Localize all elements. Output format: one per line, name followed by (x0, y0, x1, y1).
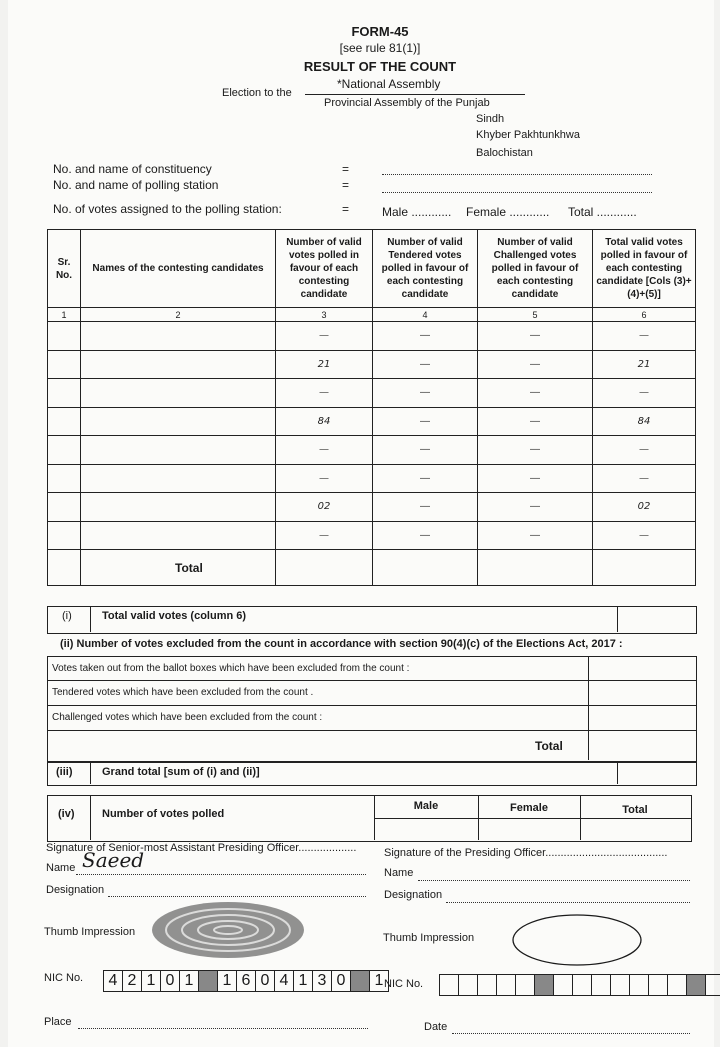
header-col4: Number of valid Tendered votes polled in favour of each contesting candidate (373, 230, 478, 308)
form-number: FORM-45 (351, 24, 409, 39)
right-designation-label: Designation (384, 889, 443, 901)
province-balochistan: Balochistan (476, 147, 533, 159)
table-row: — — — — (48, 379, 696, 408)
left-designation-field[interactable] (108, 896, 366, 897)
eq-2: = (342, 178, 350, 192)
constituency-label: No. and name of constituency (53, 162, 212, 176)
excluded-tendered-label: Tendered votes which have been excluded from the count . (52, 687, 314, 698)
place-label: Place (44, 1016, 72, 1028)
assigned-total[interactable]: Total ............ (568, 205, 637, 219)
right-name-label: Name (384, 867, 414, 879)
thumb-oval-icon (510, 912, 644, 968)
votes-assigned-label: No. of votes assigned to the polling station: (53, 202, 282, 216)
section-iv-label: Number of votes polled (102, 808, 225, 820)
left-name-field[interactable] (76, 874, 366, 875)
eq-3: = (342, 202, 350, 216)
senior-apo-signature-label: Signature of Senior-most Assistant Presiding Officer................... (46, 842, 357, 854)
form-rule: [see rule 81(1)] (339, 41, 421, 55)
colnum-2: 2 (81, 308, 276, 322)
section-ii-label: (ii) Number of votes excluded from the count in accordance with section 90(4)(c) of the Elections Act, 2017 : (60, 638, 623, 650)
date-label: Date (424, 1021, 448, 1033)
left-name-label: Name (46, 862, 76, 874)
right-thumb-label: Thumb Impression (383, 932, 475, 944)
province-kp: Khyber Pakhtunkhwa (476, 129, 580, 141)
assigned-female[interactable]: Female ............ (466, 205, 550, 219)
table-row: 02 — — 02 (48, 493, 696, 522)
polled-male: Male (413, 800, 439, 812)
table-row: — — — — (48, 521, 696, 550)
left-nic-boxes[interactable]: 4 2 1 0 1 1 6 0 4 1 3 0 1 (104, 970, 389, 992)
thumb-impression-icon (146, 898, 311, 963)
right-nic-label: NIC No. (384, 978, 424, 990)
province-sindh: Sindh (476, 113, 505, 125)
header-line (305, 94, 525, 95)
excluded-ballot-label: Votes taken out from the ballot boxes which have been excluded from the count : (52, 663, 410, 674)
date-field[interactable] (452, 1033, 690, 1034)
right-name-field[interactable] (418, 880, 690, 881)
table-row: — — — — (48, 436, 696, 465)
table-row: — — — — (48, 322, 696, 351)
table-row: 84 — — 84 (48, 407, 696, 436)
presiding-officer-signature-label: Signature of the Presiding Officer........................................ (384, 847, 668, 859)
left-designation-label: Designation (46, 884, 105, 896)
right-designation-field[interactable] (446, 902, 690, 903)
total-row (48, 550, 696, 586)
header-col5: Number of valid Challenged votes polled in favour of each contesting candidate (478, 230, 593, 308)
polling-station-field[interactable] (382, 192, 652, 193)
left-nic-label: NIC No. (44, 972, 84, 984)
section-ii-total: Total (535, 739, 563, 753)
section-iv-num: (iv) (58, 808, 75, 820)
table-row: — — — — (48, 464, 696, 493)
section-i-label: Total valid votes (column 6) (102, 610, 247, 622)
header-sr: Sr. No. (48, 230, 81, 308)
assigned-male[interactable]: Male ............ (382, 205, 452, 219)
total-label: Total (81, 550, 276, 586)
right-nic-boxes[interactable] (440, 974, 720, 996)
national-assembly: *National Assembly (337, 77, 441, 91)
polling-station-label: No. and name of polling station (53, 178, 219, 192)
table-row: 21 — — 21 (48, 350, 696, 379)
header-candidates: Names of the contesting candidates (81, 230, 276, 308)
left-thumb-label: Thumb Impression (44, 926, 136, 938)
header-col6: Total valid votes polled in favour of each contesting candidate [Cols (3)+(4)+(5)] (593, 230, 696, 308)
place-field[interactable] (78, 1028, 368, 1029)
eq-1: = (342, 162, 350, 176)
form-title: RESULT OF THE COUNT (303, 59, 457, 74)
election-to-label: Election to the (222, 87, 292, 99)
colnum-5: 5 (478, 308, 593, 322)
left-name-signature: Saeed (82, 848, 145, 872)
colnum-1: 1 (48, 308, 81, 322)
section-iii-num: (iii) (56, 766, 73, 778)
polled-female: Female (510, 802, 548, 814)
polled-total: Total (622, 804, 648, 816)
section-i-num: (i) (62, 610, 72, 622)
results-table (47, 229, 696, 586)
colnum-4: 4 (373, 308, 478, 322)
constituency-field[interactable] (382, 174, 652, 175)
section-iii-label: Grand total [sum of (i) and (ii)] (102, 766, 260, 778)
header-col3: Number of valid votes polled in favour of each contesting candidate (276, 230, 373, 308)
colnum-6: 6 (593, 308, 696, 322)
provincial-assembly: Provincial Assembly of the Punjab (324, 97, 490, 109)
colnum-3: 3 (276, 308, 373, 322)
excluded-challenged-label: Challenged votes which have been excluded from the count : (52, 712, 323, 723)
